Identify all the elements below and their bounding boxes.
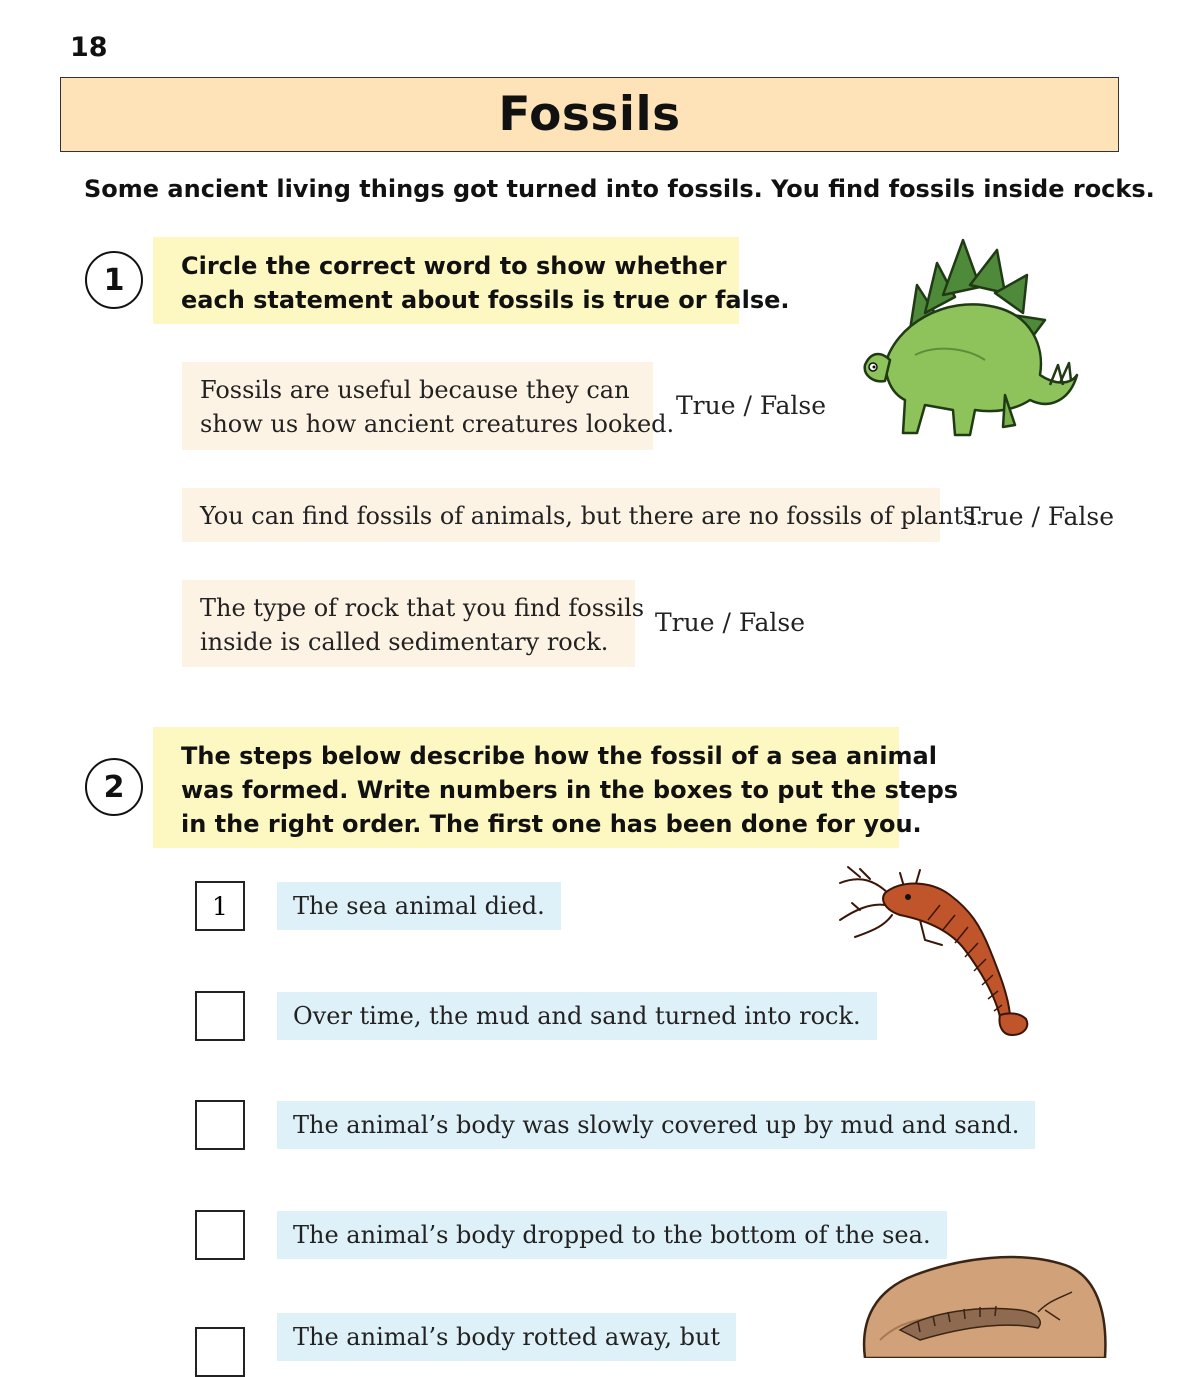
step-text-5: The animal’s body rotted away, but bbox=[277, 1313, 736, 1361]
page-number: 18 bbox=[70, 32, 108, 63]
statement-line: show us how ancient creatures looked. bbox=[200, 410, 675, 438]
statement-line: You can find fossils of animals, but there are no fossils of plants. bbox=[200, 502, 984, 530]
instruction-line: each statement about fossils is true or false. bbox=[181, 286, 790, 314]
title-banner bbox=[60, 77, 1119, 152]
statement-2 bbox=[182, 488, 984, 542]
statement-line: inside is called sedimentary rock. bbox=[200, 628, 609, 656]
statement-1 bbox=[182, 362, 675, 450]
instruction-line: was formed. Write numbers in the boxes to put the steps bbox=[181, 776, 959, 804]
question-2-instruction bbox=[153, 727, 959, 848]
instruction-line: The steps below describe how the fossil of a sea animal bbox=[181, 742, 937, 770]
instruction-line: in the right order. The first one has been done for you. bbox=[181, 810, 922, 838]
step-number-box-3[interactable] bbox=[195, 1100, 245, 1150]
step-text-4: The animal’s body dropped to the bottom of the sea. bbox=[277, 1211, 947, 1259]
fossil-rock-illustration bbox=[860, 1250, 1110, 1358]
step-text-2: Over time, the mud and sand turned into rock. bbox=[277, 992, 877, 1040]
intro-text: Some ancient living things got turned into fossils. You find fossils inside rocks. bbox=[84, 175, 1155, 203]
true-false-choice-3[interactable]: True / False bbox=[655, 608, 806, 637]
step-number-box-2[interactable] bbox=[195, 991, 245, 1041]
true-false-choice-2[interactable]: True / False bbox=[964, 502, 1115, 531]
instruction-line: Circle the correct word to show whether bbox=[181, 252, 727, 280]
question-1-number: 1 bbox=[85, 251, 143, 309]
statement-line: The type of rock that you find fossils bbox=[200, 594, 645, 622]
step-text-3: The animal’s body was slowly covered up by mud and sand. bbox=[277, 1101, 1035, 1149]
question-2-number: 2 bbox=[85, 758, 143, 816]
sea-creature-illustration bbox=[830, 865, 1040, 1040]
true-false-choice-1[interactable]: True / False bbox=[676, 391, 827, 420]
step-number-box-5[interactable] bbox=[195, 1327, 245, 1377]
statement-3 bbox=[182, 580, 645, 667]
step-number-box-4[interactable] bbox=[195, 1210, 245, 1260]
page-title: Fossils bbox=[498, 87, 681, 142]
step-text-1: The sea animal died. bbox=[277, 882, 561, 930]
question-1-instruction bbox=[153, 237, 790, 324]
statement-line: Fossils are useful because they can bbox=[200, 376, 630, 404]
stegosaurus-illustration bbox=[855, 235, 1085, 445]
step-number-box-1[interactable] bbox=[195, 881, 245, 931]
